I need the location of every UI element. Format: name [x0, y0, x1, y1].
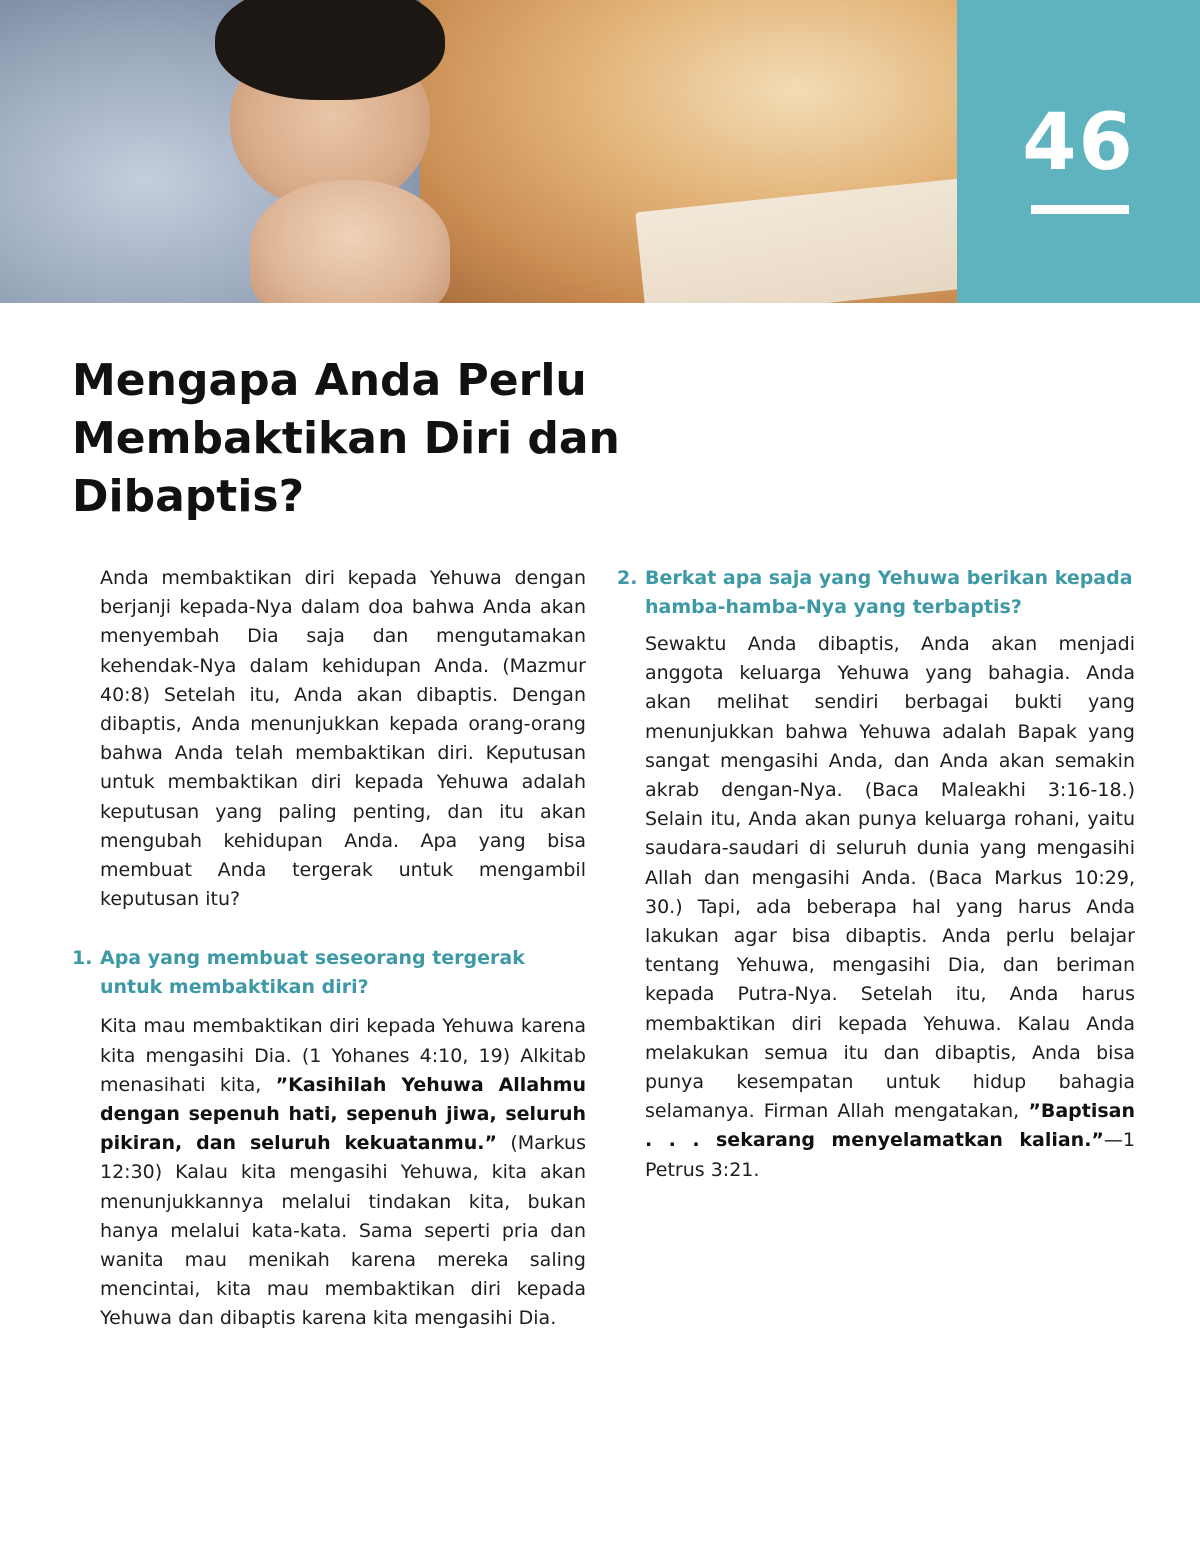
photo-folded-hands — [250, 180, 450, 303]
lesson-number-underline — [1031, 205, 1129, 214]
answer-1-quote: ”Kasihilah Yehuwa Allahmu dengan sepenuh hati, sepenuh jiwa, seluruh pikiran, dan seluruh kekuatanmu.” — [100, 1073, 586, 1155]
answer-2-text-after: —1 Petrus 3:21. — [645, 1129, 1135, 1181]
lesson-number-badge — [957, 0, 1200, 303]
page-title: Mengapa Anda Perlu Membaktikan Diri dan Dibaptis? — [72, 355, 620, 522]
answer-1-text-after: (Markus 12:30) Kalau kita mengasihi Yehuwa, kita akan menunjukkannya melalui tindakan kita, bukan hanya melalui kata-kata. Sama seperti pria dan wanita mau menikah karena mereka saling mencintai, kita mau membaktikan diri kepada Yehuwa dan dibaptis karena kita mengasihi Dia. — [100, 1132, 586, 1330]
question-1 — [72, 944, 586, 1002]
intro-paragraph: Anda membaktikan diri kepada Yehuwa dengan berjanji kepada-Nya dalam doa bahwa Anda akan menyembah Dia saja dan mengutamakan kehendak-Nya dalam kehidupan Anda. (Mazmur 40:8) Setelah itu, Anda akan dibaptis. Dengan dibaptis, Anda menunjukkan kepada orang-orang bahwa Anda telah membaktikan diri. Keputusan untuk membaktikan diri kepada Yehuwa adalah keputusan yang paling penting, dan itu akan mengubah kehidupan Anda. Apa yang bisa membuat Anda tergerak untuk mengambil keputusan itu? — [100, 567, 586, 911]
answer-2-quote: ”Baptisan . . . sekarang menyelamatkan kalian.” — [645, 1100, 1135, 1152]
lesson-number: 46 — [1022, 98, 1135, 188]
answer-1 — [100, 1012, 586, 1333]
photo-hair — [215, 0, 445, 100]
right-column — [617, 564, 1135, 1185]
left-column — [72, 564, 586, 1334]
answer-2 — [645, 630, 1135, 1185]
answer-2-text: Sewaktu Anda dibaptis, Anda akan menjadi anggota keluarga Yehuwa yang bahagia. Anda akan melihat sendiri berbagai bukti yang menunjukkan bahwa Yehuwa adalah Bapak yang sangat mengasihi Anda, dan Anda akan semakin akrab dengan-Nya. (Baca Maleakhi 3:16-18.) Selain itu, Anda akan punya keluarga rohani, yaitu saudara-saudari di seluruh dunia yang mengasihi Allah dan mengasihi Anda. (Baca Markus 10:29, 30.) Tapi, ada beberapa hal yang harus Anda lakukan agar bisa dibaptis. Anda perlu belajar tentang Yehuwa, mengasihi Dia, dan beriman kepada Putra-Nya. Setelah itu, Anda harus membaktikan diri kepada Yehuwa. Kalau Anda melakukan semua itu dan dibaptis, Anda bisa punya kesempatan untuk hidup bahagia selamanya. Firman Allah mengatakan, — [645, 633, 1135, 1123]
question-1-number: 1. — [72, 947, 93, 970]
question-2 — [617, 564, 1135, 622]
question-2-number: 2. — [617, 567, 638, 589]
question-2-text: Berkat apa saja yang Yehuwa berikan kepada hamba-hamba-Nya yang terbaptis? — [645, 567, 1133, 618]
question-1-text: Apa yang membuat seseorang tergerak untuk membaktikan diri? — [100, 947, 525, 999]
hero-photo — [0, 0, 957, 303]
answer-1-text: Kita mau membaktikan diri kepada Yehuwa karena kita mengasihi Dia. (1 Yohanes 4:10, 19) Alkitab menasihati kita, — [100, 1015, 586, 1096]
